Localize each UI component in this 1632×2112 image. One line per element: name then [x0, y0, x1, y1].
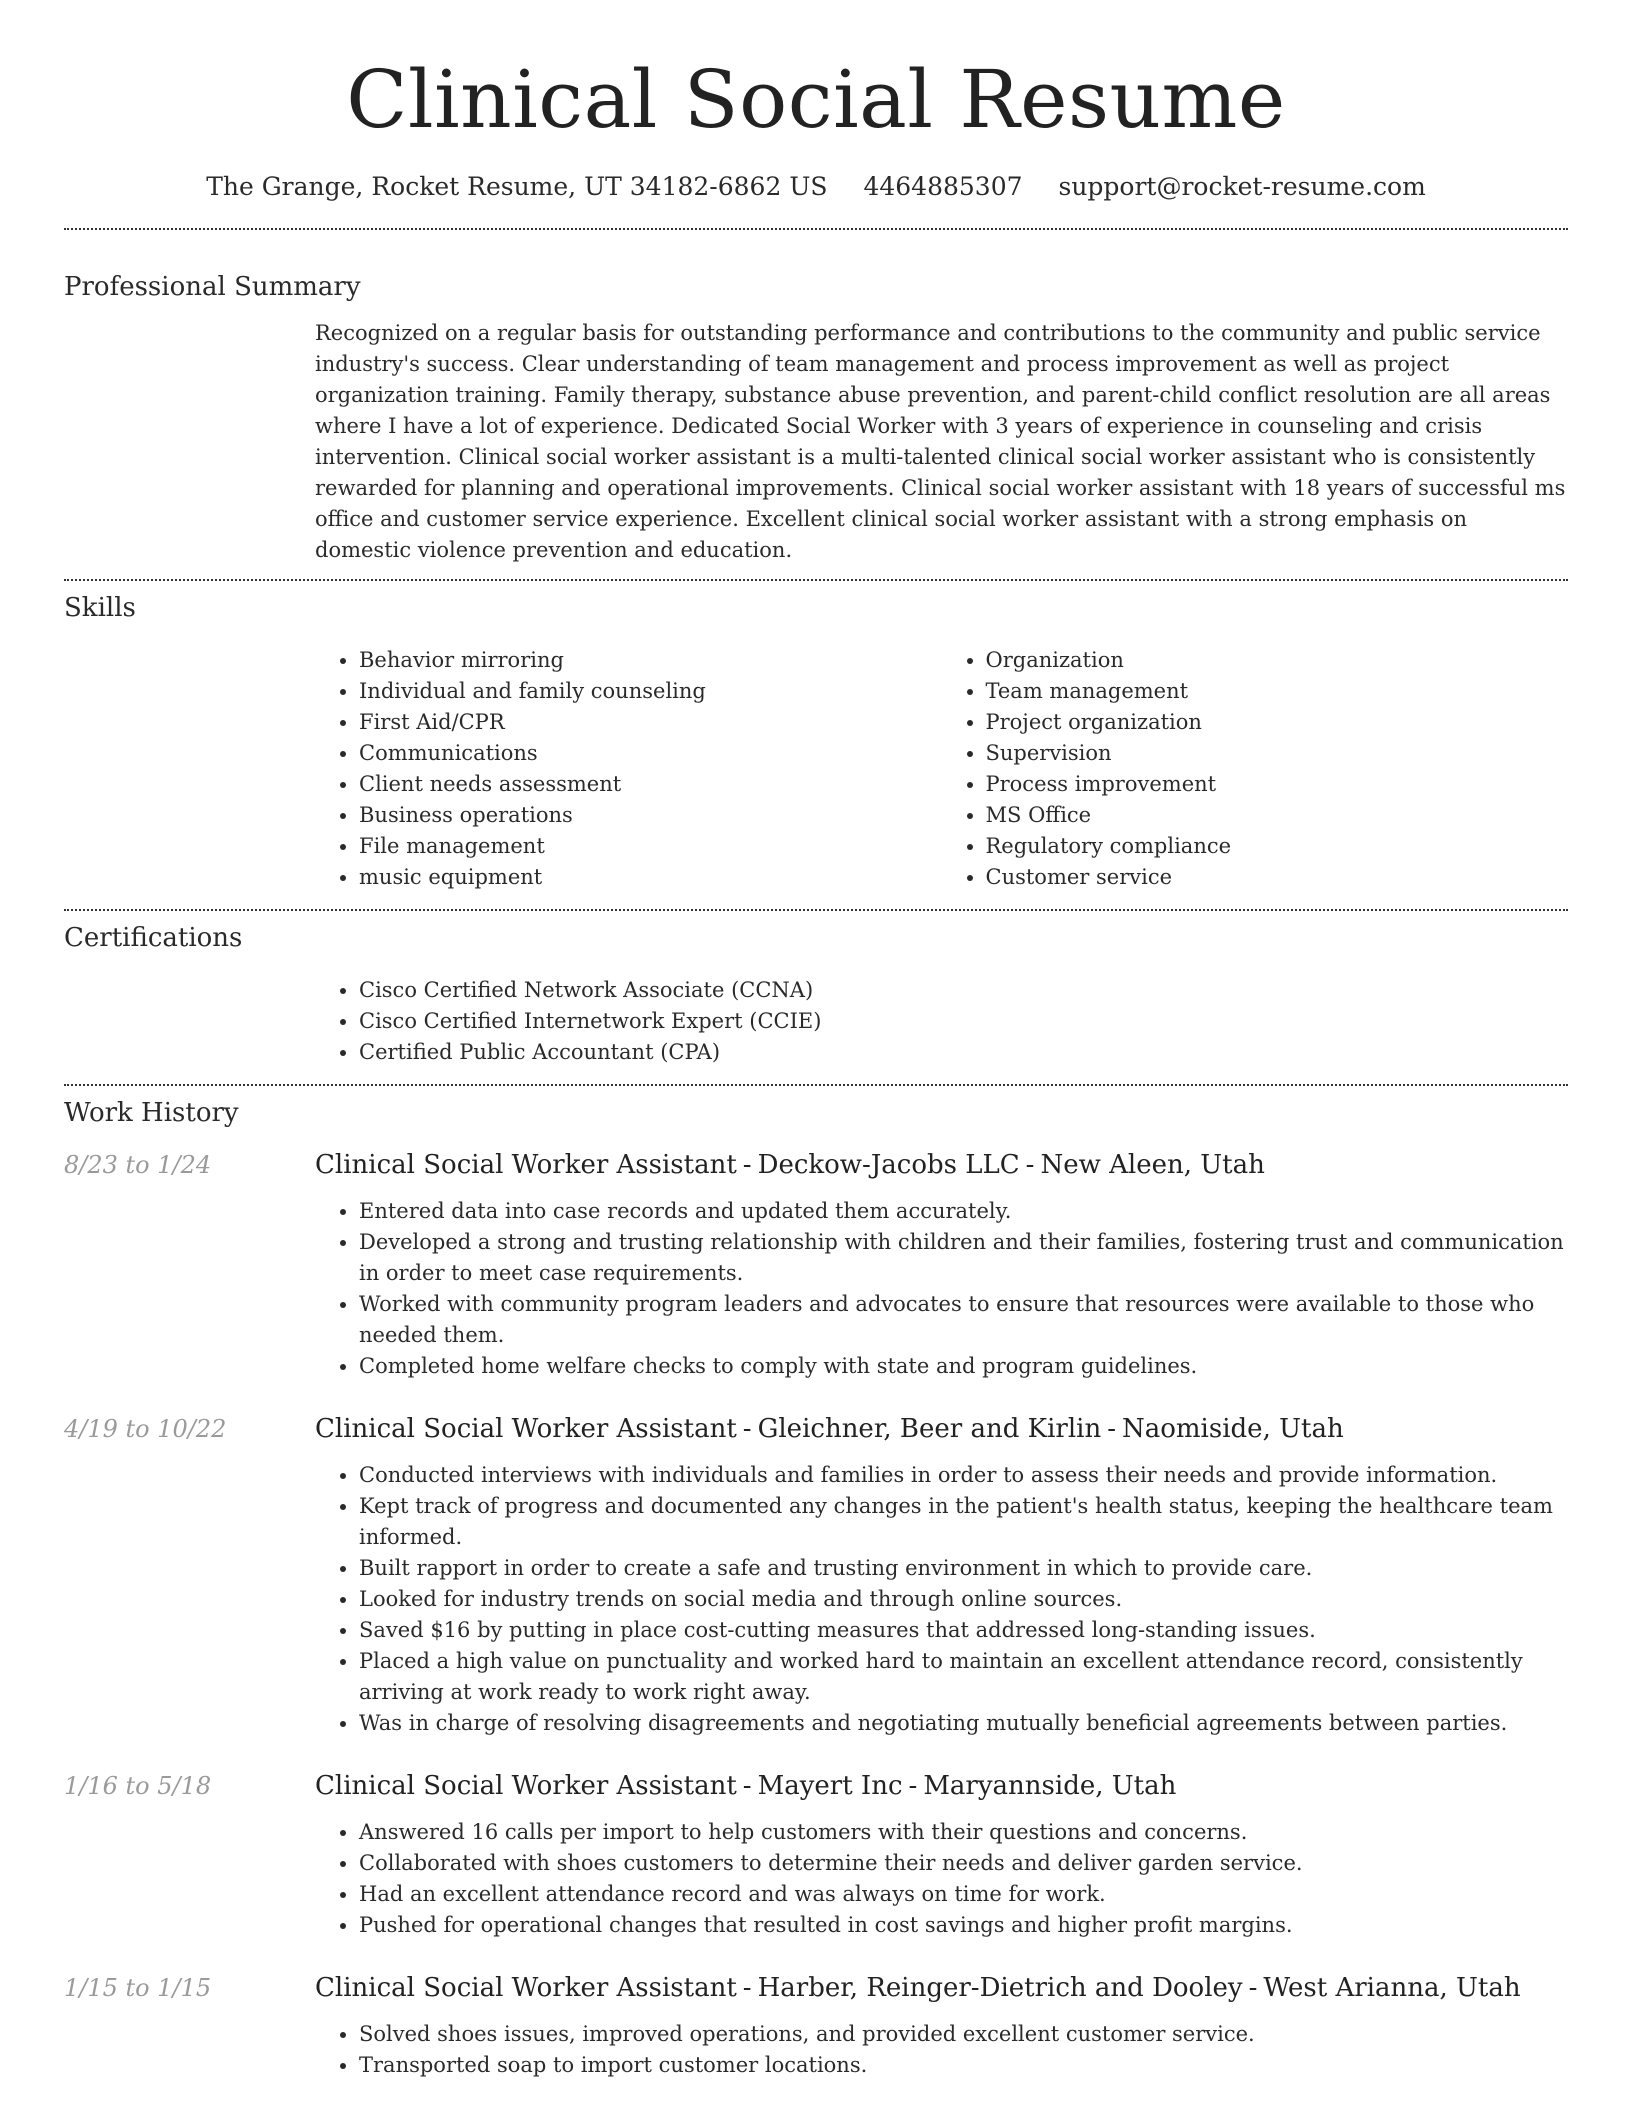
certifications-list: [315, 975, 1568, 1068]
job-bullets: [315, 2019, 1568, 2081]
job-bullet: • Conducted interviews with individuals and families in order to assess their needs and provide information.: [359, 1460, 1568, 1491]
skills-list: [315, 645, 1568, 893]
job-title: Clinical Social Worker Assistant - Gleichner, Beer and Kirlin - Naomiside, Utah: [315, 1414, 1344, 1444]
certification-item: • Cisco Certified Internetwork Expert (CCIE): [359, 1006, 1568, 1037]
job-role: Clinical Social Worker Assistant: [315, 1771, 737, 1801]
job-location: Naomiside, Utah: [1122, 1414, 1344, 1444]
job-bullet: • Built rapport in order to create a safe and trusting environment in which to provide care.: [359, 1553, 1568, 1584]
job-bullet: • Entered data into case records and updated them accurately.: [359, 1196, 1568, 1227]
certifications-divider: [64, 1084, 1568, 1086]
job-dates: 8/23 to 1/24: [64, 1151, 212, 1179]
job-bullet: • Had an excellent attendance record and was always on time for work.: [359, 1879, 1568, 1910]
skills-divider: [64, 909, 1568, 911]
job-bullet: • Pushed for operational changes that resulted in cost savings and higher profit margins.: [359, 1910, 1568, 1941]
job-bullet: • Placed a high value on punctuality and worked hard to maintain an excellent attendance record, consistently arriving at work ready to work right away.: [359, 1646, 1568, 1708]
contact-address: The Grange, Rocket Resume, UT 34182-6862 US: [206, 172, 828, 201]
skill-item: • First Aid/CPR: [359, 707, 942, 738]
job-company: Harber, Reinger-Dietrich and Dooley: [757, 1973, 1243, 2003]
job-bullet: • Completed home welfare checks to comply with state and program guidelines.: [359, 1351, 1568, 1382]
job-bullet: • Solved shoes issues, improved operations, and provided excellent customer service.: [359, 2019, 1568, 2050]
job-entry: [64, 1412, 1568, 1739]
summary-divider: [64, 579, 1568, 581]
skills-heading: Skills: [64, 593, 136, 623]
job-dates: 4/19 to 10/22: [64, 1415, 227, 1443]
skill-item: • Behavior mirroring: [359, 645, 942, 676]
skills-right-column: [942, 645, 1569, 893]
job-role: Clinical Social Worker Assistant: [315, 1414, 737, 1444]
skill-item: • Organization: [986, 645, 1569, 676]
skills-left-column: [315, 645, 942, 893]
skill-item: • File management: [359, 831, 942, 862]
job-company: Mayert Inc: [757, 1771, 903, 1801]
job-location: Maryannside, Utah: [923, 1771, 1177, 1801]
job-role: Clinical Social Worker Assistant: [315, 1150, 737, 1180]
skill-item: • music equipment: [359, 862, 942, 893]
skill-item: • Client needs assessment: [359, 769, 942, 800]
certifications-heading: Certifications: [64, 923, 243, 953]
header-divider: [64, 228, 1568, 230]
job-entry: [64, 1148, 1568, 1382]
job-role: Clinical Social Worker Assistant: [315, 1973, 737, 2003]
resume-title: Clinical Social Resume: [346, 53, 1286, 146]
skill-item: • Business operations: [359, 800, 942, 831]
job-company: Deckow-Jacobs LLC: [757, 1150, 1020, 1180]
skill-item: • Process improvement: [986, 769, 1569, 800]
skill-item: • Supervision: [986, 738, 1569, 769]
skill-item: • Individual and family counseling: [359, 676, 942, 707]
job-bullet: • Worked with community program leaders and advocates to ensure that resources were available to those who needed them.: [359, 1289, 1568, 1351]
skill-item: • Customer service: [986, 862, 1569, 893]
job-bullet: • Collaborated with shoes customers to determine their needs and deliver garden service.: [359, 1848, 1568, 1879]
certification-item: • Certified Public Accountant (CPA): [359, 1037, 1568, 1068]
job-bullet: • Developed a strong and trusting relationship with children and their families, fostering trust and communication in order to meet case requirements.: [359, 1227, 1568, 1289]
job-bullet: • Looked for industry trends on social media and through online sources.: [359, 1584, 1568, 1615]
job-entry: [64, 1971, 1568, 2081]
skill-item: • Project organization: [986, 707, 1569, 738]
job-bullet: • Saved $16 by putting in place cost-cutting measures that addressed long-standing issues.: [359, 1615, 1568, 1646]
contact-line: [64, 170, 1568, 204]
job-bullets: [315, 1196, 1568, 1382]
job-bullet: • Transported soap to import customer locations.: [359, 2050, 1568, 2081]
skill-item: • Regulatory compliance: [986, 831, 1569, 862]
skill-item: • Communications: [359, 738, 942, 769]
job-dates: 1/15 to 1/15: [64, 1974, 212, 2002]
job-bullet: • Answered 16 calls per import to help customers with their questions and concerns.: [359, 1817, 1568, 1848]
job-location: New Aleen, Utah: [1040, 1150, 1265, 1180]
summary-text: Recognized on a regular basis for outstanding performance and contributions to the community and public service industry's success. Clear understanding of team management and process improvement as well as project organization training. Family therapy, substance abuse prevention, and parent-child conflict resolution are all areas where I have a lot of experience. Dedicated Social Worker with 3 years of experience in counseling and crisis intervention. Clinical social worker assistant is a multi-talented clinical social worker assistant who is consistently rewarded for planning and operational improvements. Clinical social worker assistant with 18 years of successful ms office and customer service experience. Excellent clinical social worker assistant with a strong emphasis on domestic violence prevention and education.: [315, 321, 1566, 562]
certification-item: • Cisco Certified Network Associate (CCNA): [359, 975, 1568, 1006]
job-entry: [64, 1769, 1568, 1941]
job-title: Clinical Social Worker Assistant - Mayert Inc - Maryannside, Utah: [315, 1771, 1177, 1801]
work-history-heading: Work History: [64, 1098, 239, 1128]
summary-heading: Professional Summary: [64, 272, 361, 302]
job-dates: 1/16 to 5/18: [64, 1772, 212, 1800]
job-location: West Arianna, Utah: [1263, 1973, 1521, 2003]
job-bullets: [315, 1460, 1568, 1739]
contact-email: support@rocket-resume.com: [1058, 172, 1426, 201]
contact-phone: 4464885307: [863, 172, 1023, 201]
job-bullet: • Kept track of progress and documented any changes in the patient's health status, keeping the healthcare team informed.: [359, 1491, 1568, 1553]
skill-item: • Team management: [986, 676, 1569, 707]
job-bullet: • Was in charge of resolving disagreements and negotiating mutually beneficial agreements between parties.: [359, 1708, 1568, 1739]
job-company: Gleichner, Beer and Kirlin: [757, 1414, 1102, 1444]
job-title: Clinical Social Worker Assistant - Harber, Reinger-Dietrich and Dooley - West Arianna, Utah: [315, 1973, 1521, 2003]
job-title: Clinical Social Worker Assistant - Deckow-Jacobs LLC - New Aleen, Utah: [315, 1150, 1265, 1180]
job-bullets: [315, 1817, 1568, 1941]
skill-item: • MS Office: [986, 800, 1569, 831]
